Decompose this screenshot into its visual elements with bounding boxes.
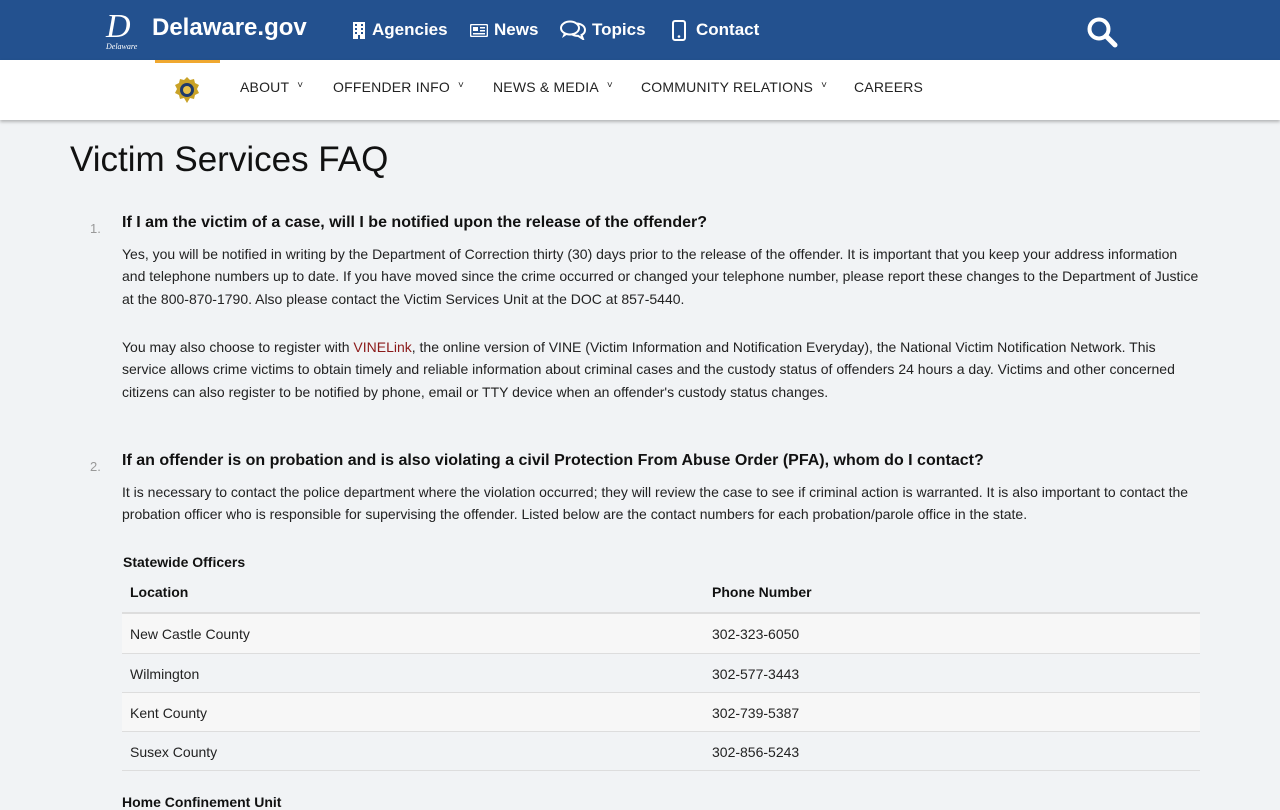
nav-community-relations-label: COMMUNITY RELATIONS — [641, 79, 814, 95]
chevron-down-icon: ˅ — [297, 80, 304, 91]
chat-bubbles-icon — [560, 20, 586, 40]
delaware-logo-mark: D — [106, 8, 131, 45]
table-title: Statewide Officers — [123, 554, 246, 570]
nav-offender-info[interactable] — [333, 79, 464, 95]
global-nav-agencies[interactable] — [352, 18, 448, 42]
nav-careers-label: CAREERS — [854, 79, 924, 95]
global-nav-contact[interactable] — [672, 18, 759, 42]
table-cell-location: Wilmington — [130, 666, 200, 682]
search-button[interactable] — [1086, 16, 1118, 48]
nav-news-media-label: NEWS & MEDIA — [493, 79, 599, 95]
faq-answer-paragraph — [122, 336, 1202, 403]
column-header-location: Location — [130, 584, 189, 600]
agency-nav — [0, 60, 1280, 120]
mobile-phone-icon — [672, 20, 686, 41]
nav-careers[interactable] — [854, 79, 923, 95]
global-nav-topics-label: Topics — [592, 20, 646, 39]
table-cell-phone: 302-323-6050 — [712, 626, 800, 642]
table-cell-phone: 302-856-5243 — [712, 744, 800, 760]
table-cell-phone: 302-739-5387 — [712, 705, 800, 721]
global-nav-contact-label: Contact — [696, 20, 760, 39]
building-icon — [352, 22, 366, 39]
delaware-logo-text: Delaware.gov — [152, 14, 307, 41]
faq-answer-text: , the online version of VINE (Victim Information and Notification Everyday), the National Victim Notification Network. This service allows crime victims to obtain timely and reliable information about criminal cases and the custody status of offenders 24 hours a day. Victims and other concerned citizens can also register to be notified by phone, email or TTY device when an offender's custody status changes. — [122, 339, 1175, 400]
faq-question: If I am the victim of a case, will I be notified upon the release of the offender? — [122, 214, 707, 231]
faq-number: 2. — [90, 459, 101, 474]
search-icon — [1086, 16, 1118, 48]
section-heading: Home Confinement Unit — [122, 794, 282, 810]
nav-community-relations[interactable] — [641, 79, 827, 95]
global-nav-news[interactable] — [470, 18, 538, 42]
global-header — [0, 0, 1280, 60]
doc-seal-icon — [175, 77, 199, 103]
vinelink-link[interactable]: VINELink — [353, 339, 412, 355]
table-row — [122, 614, 1200, 654]
global-nav-agencies-label: Agencies — [372, 20, 448, 39]
delaware-logo-subtext: Delaware — [106, 42, 138, 51]
table-cell-phone: 302-577-3443 — [712, 666, 800, 682]
chevron-down-icon: ˅ — [821, 80, 828, 91]
faq-answer-paragraph: Yes, you will be notified in writing by the Department of Correction thirty (30) days prior to the release of the offender. It is important that you keep your address information and telephone numbers up to date. If you have moved since the crime occurred or changed your telephone number, please report these changes to the Department of Justice at the 800-870-1790. Also please contact the Victim Services Unit at the DOC at 857-5440. — [122, 246, 1199, 307]
nav-offender-info-label: OFFENDER INFO — [333, 79, 450, 95]
home-link[interactable] — [155, 60, 220, 120]
faq-number: 1. — [90, 221, 101, 236]
chevron-down-icon: ˅ — [606, 80, 613, 91]
global-nav-news-label: News — [494, 20, 539, 39]
nav-about-label: ABOUT — [240, 79, 290, 95]
newspaper-icon — [470, 24, 488, 37]
faq-answer-text: You may also choose to register with — [122, 339, 354, 355]
faq-answer-paragraph: It is necessary to contact the police department where the violation occurred; they will review the case to see if criminal action is warranted. It is also important to contact the probation officer who is responsible for supervising the offender. Listed below are the contact numbers for each probation/parole office in the state. — [122, 484, 1189, 523]
column-header-phone: Phone Number — [712, 584, 812, 600]
table-row — [122, 732, 1200, 771]
global-nav-topics[interactable] — [560, 18, 646, 42]
probation-offices-table — [122, 572, 1200, 771]
table-header-row — [122, 572, 1200, 614]
table-cell-location: Kent County — [130, 705, 208, 721]
table-cell-location: New Castle County — [130, 626, 250, 642]
table-row — [122, 654, 1200, 693]
page-title: Victim Services FAQ — [70, 140, 389, 179]
nav-news-media[interactable] — [493, 79, 613, 95]
nav-about[interactable] — [240, 79, 303, 95]
chevron-down-icon: ˅ — [457, 80, 464, 91]
table-row — [122, 693, 1200, 732]
table-cell-location: Susex County — [130, 744, 218, 760]
faq-question: If an offender is on probation and is also violating a civil Protection From Abuse Order (PFA), whom do I contact? — [122, 452, 984, 469]
